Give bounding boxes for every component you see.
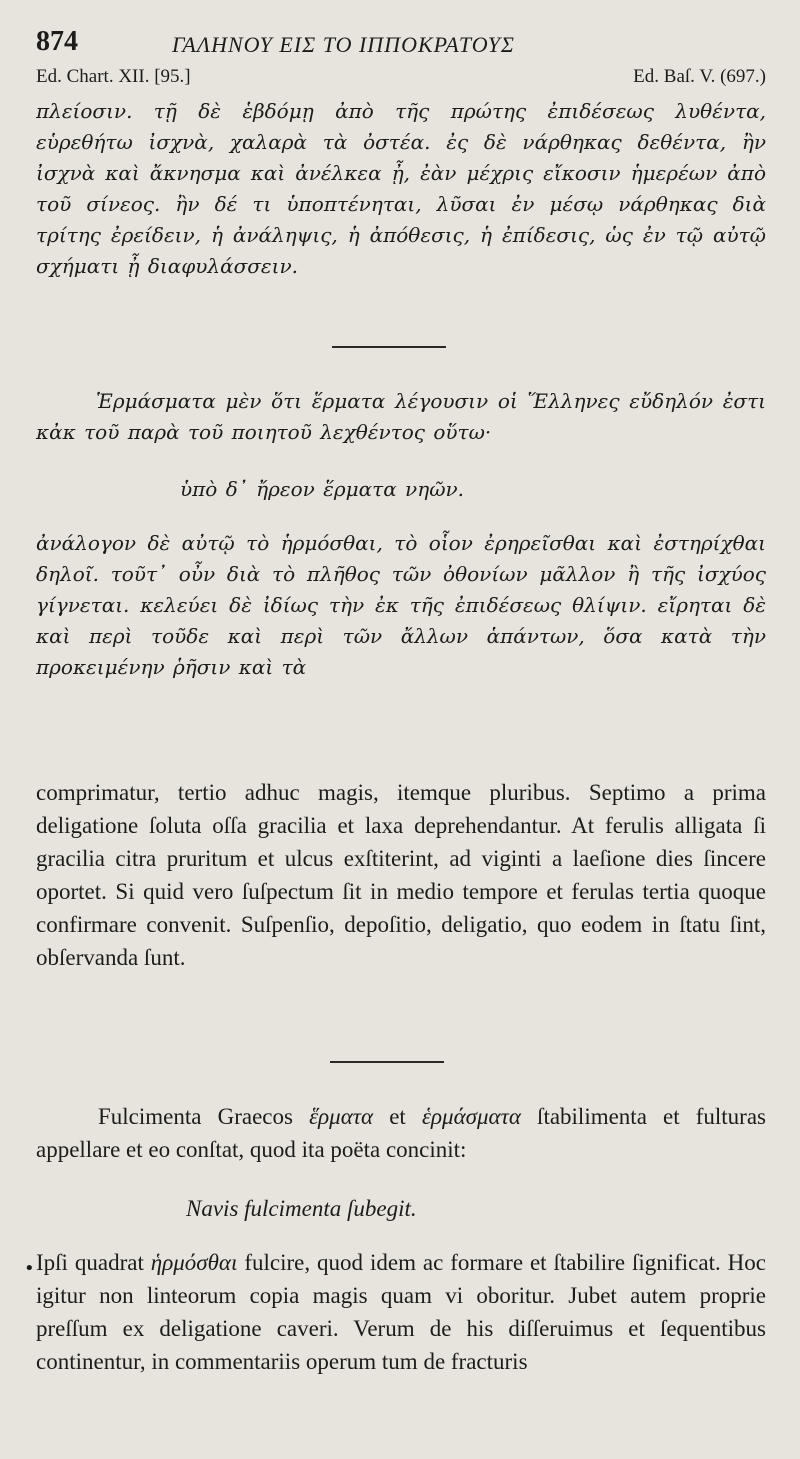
edition-references xyxy=(36,66,766,94)
latin-paragraph-3 xyxy=(36,1246,766,1378)
latin-verse-quote: Navis fulcimenta ſubegit. xyxy=(186,1196,417,1221)
greek-paragraph-3: ἀνάλογον δὲ αὐτῷ τὸ ἡρμόσθαι, τὸ οἷον ἐρηρεῖσθαι καὶ ἐστηρίχθαι δηλοῖ. τοῦτ᾽ οὖν διὰ τὸ πλῆθος τῶν ὀθονίων μᾶλλον ἢ τῆς ἰσχύος γίγνεται. κελεύει δὲ ἰδίως τὴν ἐκ τῆς ἐπιδέσεως θλίψιν. εἴρηται δὲ καὶ περὶ τοῦδε καὶ περὶ τῶν ἄλλων ἁπάντων, ὅσα κατὰ τὴν προκειμένην ῥῆσιν καὶ τὰ xyxy=(36,531,766,679)
latin-paragraph-2 xyxy=(36,1100,766,1166)
margin-dot: • xyxy=(24,1258,35,1279)
greek-paragraph-2: Ἑρμάσματα μὲν ὅτι ἕρματα λέγουσιν οἱ Ἕλληνες εὔδηλόν ἐστι κἀκ τοῦ παρὰ τοῦ ποιητοῦ λεχθέντος οὕτω· xyxy=(36,389,766,444)
greek-term: ἕρματα xyxy=(309,1104,374,1129)
greek-term: ἡρμόσθαι xyxy=(150,1250,238,1275)
latin-paragraph-1: comprimatur, tertio adhuc magis, itemque pluribus. Septimo a prima deligatione ſoluta oſſa gracilia et laxa deprehendantur. At ferulis alligata ſi gracilia citra pruritum et ulcus exſtiterint, ad viginti a laeſione dies ſincere oportet. Si quid vero ſuſpectum ſit in medio tempore et ferulas tertia quoque confirmare convenit. Suſpenſio, depoſitio, deligatio, quo eodem in ſtatu ſint, obſervanda ſunt. xyxy=(36,780,766,970)
edition-chartier: Ed. Chart. XII. [95.] xyxy=(36,66,191,87)
latin-text: Ipſi quadrat xyxy=(36,1250,151,1275)
edition-basel: Ed. Baſ. V. (697.) xyxy=(633,66,766,87)
latin-text: et xyxy=(373,1104,422,1129)
page-number: 874 xyxy=(36,26,78,57)
section-divider-latin xyxy=(330,1061,444,1063)
greek-term: ἑρμάσματα xyxy=(421,1104,521,1129)
greek-verse-quote: ὑπὸ δ᾽ ἤρεον ἕρματα νηῶν. xyxy=(180,477,465,501)
running-header xyxy=(36,26,766,66)
latin-text: Fulcimenta Graecos xyxy=(98,1104,310,1129)
section-divider-greek xyxy=(332,346,446,348)
latin-text: fulcire, quod idem ac formare et ſtabilire ſignificat. Hoc igitur non linteorum copia magis quam vi oboritur. Jubet autem proprie preſſum ex deligatione caveri. Verum de his diſſeruimus et ſequentibus continentur, in commentariis operum tum de fracturis xyxy=(36,1250,766,1374)
latin-text: ſtabilimenta et fulturas appellare et eo conſtat, quod ita poëta concinit: xyxy=(36,1104,766,1162)
running-title: ΓΑΛΗΝΟΥ ΕΙΣ ΤΟ ΙΠΠΟΚΡΑΤΟΥΣ xyxy=(172,32,516,57)
greek-paragraph-1: πλείοσιν. τῇ δὲ ἑβδόμῃ ἀπὸ τῆς πρώτης ἐπιδέσεως λυθέντα, εὑρεθήτω ἰσχνὰ, χαλαρὰ τὰ ὀστέα. ἐς δὲ νάρθηκας δεθέντα, ἢν ἰσχνὰ καὶ ἄκνησμα καὶ ἀνέλκεα ᾖ, ἐὰν μέχρις εἴκοσιν ἡμερέων ἀπὸ τοῦ σίνεος. ἢν δέ τι ὑποπτένηται, λῦσαι ἐν μέσῳ νάρθηκας διὰ τρίτης ἐρείδειν, ἡ ἀνάληψις, ἡ ἀπόθεσις, ἡ ἐπίδεσις, ὡς ἐν τῷ αὐτῷ σχήματι ᾖ διαφυλάσσειν. xyxy=(36,99,766,278)
